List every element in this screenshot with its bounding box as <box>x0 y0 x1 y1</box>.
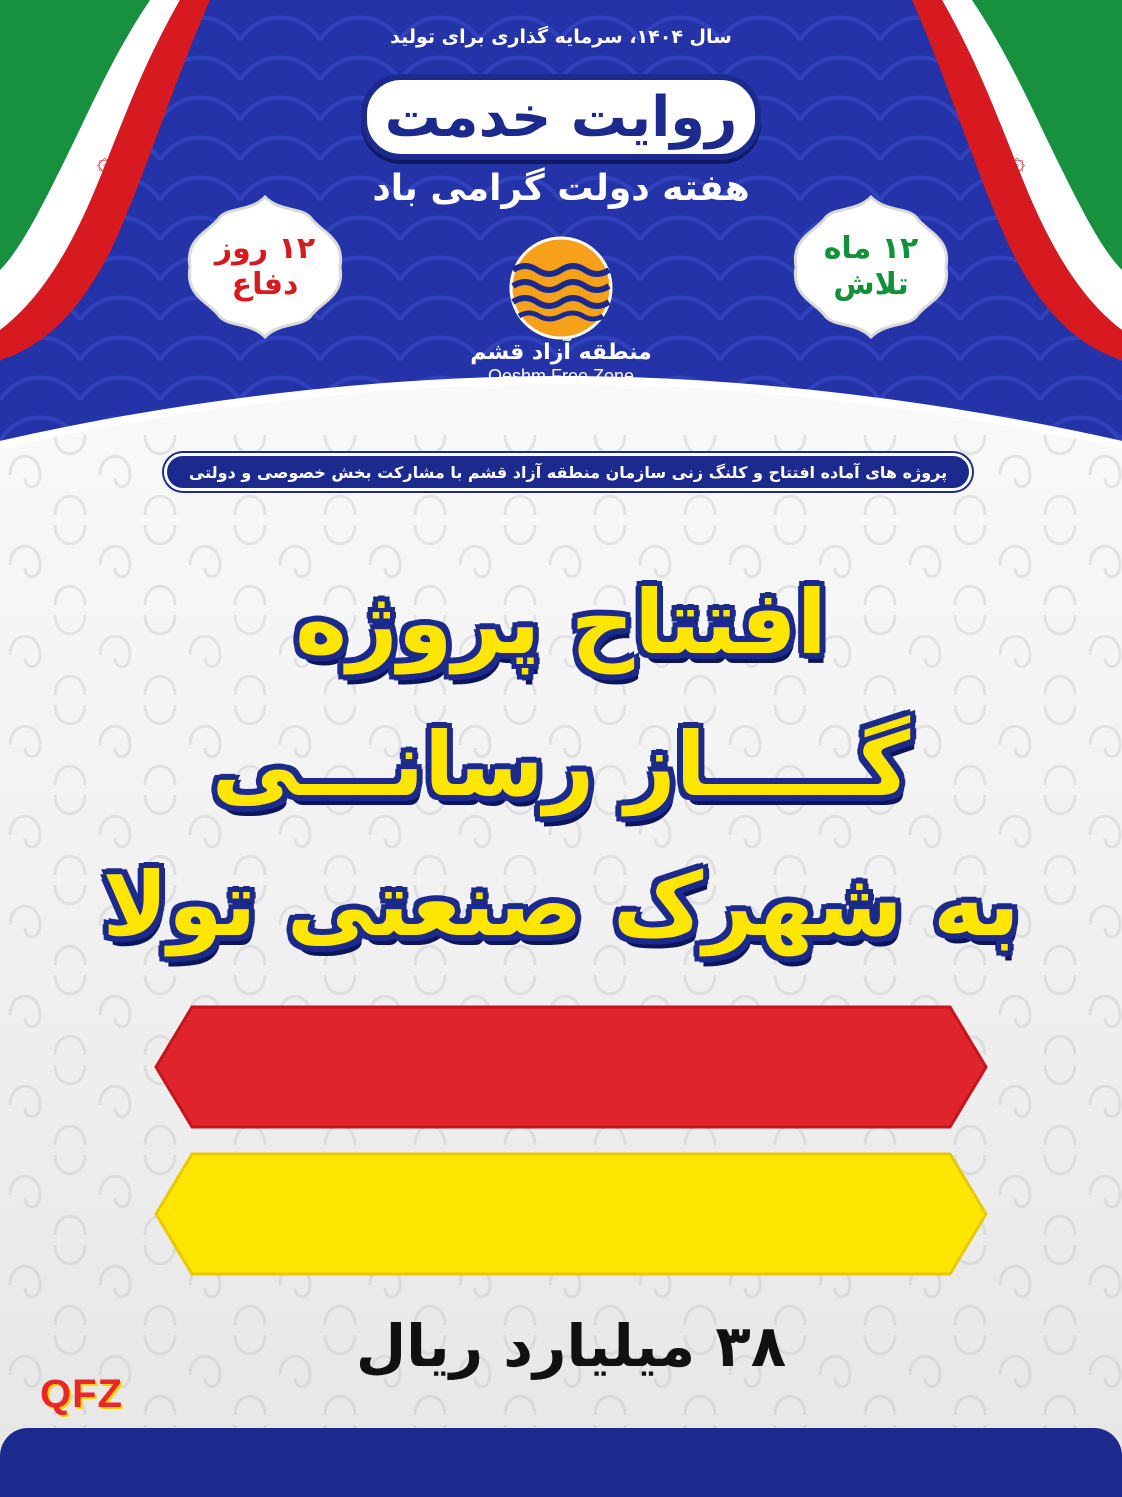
badge-12-months <box>786 192 956 342</box>
badge-12-days <box>180 192 350 342</box>
badge-right-line1: ۱۲ ماه <box>823 231 919 266</box>
headline-line-2: گـــــاز رسانـــی <box>211 713 911 816</box>
info-strip: پروژه های آماده افتتاح و کلنگ زنی سازمان منطقه آزاد قشم با مشارکت بخش خصوصی و دولتی <box>164 453 972 491</box>
main-title: روایت خدمت <box>361 74 761 160</box>
bottom-bar <box>0 1428 1122 1497</box>
investment-amount: ۳۸ میلیارد ریال <box>355 1312 787 1380</box>
sub-title: هفته دولت گرامی باد <box>372 168 750 209</box>
investment-ribbon <box>152 1003 990 1131</box>
headline-line-1: افتتاح پروژه <box>295 571 827 674</box>
yellow-ribbon-shape <box>152 1150 990 1278</box>
top-line-text: سال ۱۴۰۴، سرمایه گذاری برای تولید <box>390 26 732 48</box>
qfz-brand-mark: QFZ <box>40 1372 123 1416</box>
badge-left-line1: ۱۲ روز <box>214 231 316 266</box>
red-ribbon-shape <box>152 1003 990 1131</box>
headline-line-3: به شهرک صنعتی تولا <box>102 853 1020 956</box>
svg-text:۞: ۞ <box>96 144 114 177</box>
badge-left-line2: دفاع <box>231 267 299 302</box>
svg-text:۞: ۞ <box>1008 144 1026 177</box>
logo-name-en: Qeshm Free Zone <box>487 366 635 386</box>
amount-ribbon <box>152 1150 990 1380</box>
qeshm-free-zone-logo-icon <box>505 236 617 348</box>
logo-name-fa: منطقه آزاد قشم <box>470 340 652 365</box>
badge-right-line2: تلاش <box>833 267 909 302</box>
